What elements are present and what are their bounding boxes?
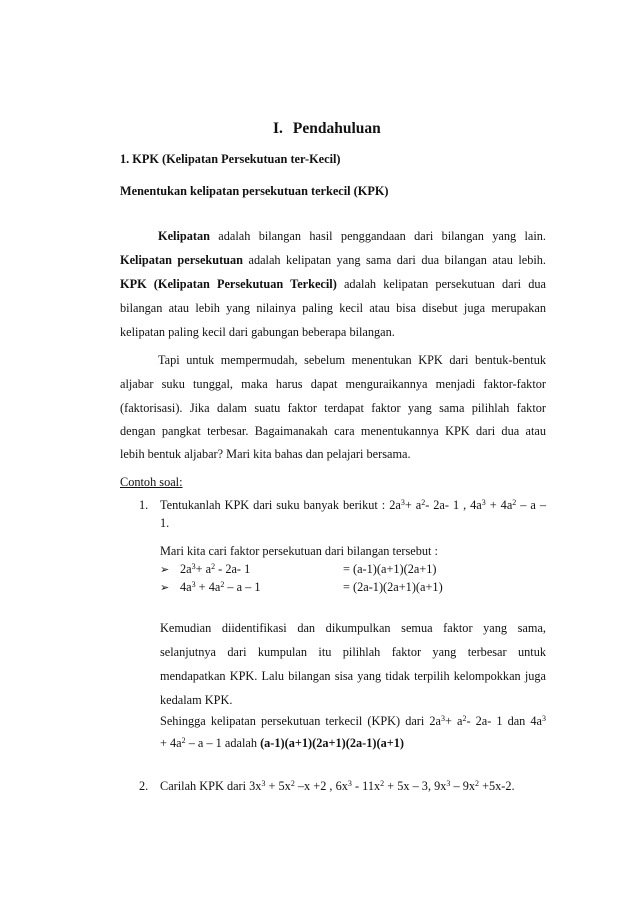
- para1-line1: [158, 229, 546, 244]
- b1-c: - 2a- 1: [215, 562, 251, 576]
- b1-b: + a: [195, 562, 212, 576]
- q2-text: [160, 779, 515, 794]
- q1-number: 1.: [139, 498, 149, 512]
- c1a: Sehingga kelipatan persekutuan terkecil (KPK) dari 2a: [160, 714, 441, 728]
- para2-line1: Tapi untuk mempermudah, sebelum menentukan KPK dari bentuk-bentuk: [158, 353, 546, 367]
- section-heading: 1. KPK (Kelipatan Persekutuan ter-Kecil): [120, 152, 341, 166]
- c1b: + a: [445, 714, 463, 728]
- sup-3: 3: [347, 779, 352, 788]
- b2-b: + 4a: [195, 580, 221, 594]
- sup-3: 3: [542, 714, 546, 723]
- c2a: + 4a: [160, 736, 182, 750]
- para1-line4: bilangan atau lebih yang nilainya paling kecil atau bisa disebut juga merupakan: [120, 301, 546, 315]
- sup-2: 2: [380, 779, 385, 788]
- term-kelipatan-persekutuan: Kelipatan persekutuan: [120, 253, 244, 267]
- example-heading: Contoh soal:: [120, 475, 183, 489]
- q1-bullet-2-result: = (2a-1)(2a+1)(a+1): [343, 580, 443, 594]
- kpk-answer: (a-1)(a+1)(2a+1)(2a-1)(a+1): [260, 736, 405, 750]
- q1-intro: Mari kita cari faktor persekutuan dari bilangan tersebut :: [160, 544, 438, 558]
- arrow-bullet-icon: ➢: [160, 564, 170, 576]
- sup-3: 3: [481, 498, 486, 507]
- q1-bullet-1: [160, 562, 250, 577]
- sup-3: 3: [441, 714, 445, 723]
- sup-2: 2: [421, 498, 426, 507]
- subheading: Menentukan kelipatan persekutuan terkecil (KPK): [120, 184, 389, 198]
- c1c: - 2a- 1 dan 4a: [466, 714, 542, 728]
- q1-bullet-2: [160, 580, 261, 595]
- arrow-bullet-icon: ➢: [160, 582, 170, 594]
- b2-c: – a – 1: [224, 580, 261, 594]
- para2-line3: (faktorisasi). Jika dalam suatu faktor terdapat faktor yang sama pilihlah faktor: [120, 401, 546, 415]
- para2-line4: dengan pangkat terbesar. Bagaimanakah cara menentukannya KPK dari dua atau: [120, 424, 546, 438]
- q1-l1c: - 2a- 1 , 4a: [425, 498, 482, 512]
- q1-line1: [160, 498, 546, 513]
- sup-2: 2: [220, 580, 225, 589]
- c2b: – a – 1 adalah: [185, 736, 261, 750]
- title-number: I.: [273, 120, 283, 137]
- q1-expl-line3: mendapatkan KPK. Lalu bilangan sisa yang tidak terpilih kelompokkan juga: [160, 669, 546, 683]
- q1-l1d: + 4a: [485, 498, 513, 512]
- q2f: – 9x: [450, 779, 475, 793]
- para1-line3-text: adalah kelipatan persekutuan dari dua: [336, 277, 547, 291]
- q2c: –x +2 , 6x: [294, 779, 348, 793]
- q2e: + 5x – 3, 9x: [384, 779, 447, 793]
- para1-line3: [120, 277, 546, 292]
- q1-expl-line4: kedalam KPK.: [160, 693, 233, 707]
- q1-conclusion-line1: [160, 714, 546, 729]
- para2-line5: lebih bentuk aljabar? Mari kita bahas dan pelajari bersama.: [120, 447, 411, 461]
- q1-conclusion-line2: [160, 736, 404, 751]
- term-kpk: KPK (Kelipatan Persekutuan Terkecil): [120, 277, 337, 291]
- q1-bullet-1-result: = (a-1)(a+1)(2a+1): [343, 562, 437, 576]
- sup-2: 2: [512, 498, 517, 507]
- b2-a: 4a: [180, 580, 192, 594]
- q1-l1b: + a: [404, 498, 422, 512]
- q1-expl-line1: Kemudian diidentifikasi dan dikumpulkan semua faktor yang sama,: [160, 621, 546, 635]
- sup-3: 3: [400, 498, 405, 507]
- q2a: Carilah KPK dari 3x: [160, 779, 262, 793]
- term-kelipatan: Kelipatan: [158, 229, 210, 243]
- q1-l1a: Tentukanlah KPK dari suku banyak berikut : 2a: [160, 498, 401, 512]
- title-text: Pendahuluan: [292, 120, 381, 137]
- q1-l1e: – a –: [516, 498, 546, 512]
- sup-2: 2: [211, 562, 216, 571]
- sup-2: 2: [475, 779, 479, 788]
- sup-3: 3: [261, 779, 266, 788]
- q2b: + 5x: [265, 779, 291, 793]
- sup-3: 3: [191, 562, 196, 571]
- q1-line2: 1.: [160, 516, 170, 530]
- para1-line2-text: adalah kelipatan yang sama dari dua bilangan atau lebih.: [243, 253, 546, 267]
- sup-2: 2: [181, 736, 186, 745]
- para1-line5: kelipatan paling kecil dari gabungan beberapa bilangan.: [120, 325, 395, 339]
- b1-a: 2a: [180, 562, 192, 576]
- sup-3: 3: [446, 779, 451, 788]
- para1-line1-text: adalah bilangan hasil penggandaan dari bilangan yang lain.: [209, 229, 546, 243]
- page-title: [273, 120, 381, 138]
- para1-line2: [120, 253, 546, 268]
- q1-expl-line2: selanjutnya dari kumpulan itu pilihlah faktor yang terbesar untuk: [160, 645, 546, 659]
- sup-3: 3: [191, 580, 196, 589]
- para2-line2: aljabar suku tunggal, maka harus dapat menguraikannya menjadi faktor-faktor: [120, 377, 546, 391]
- q2g: +5x-2.: [479, 779, 515, 793]
- q2d: - 11x: [351, 779, 381, 793]
- sup-2: 2: [290, 779, 295, 788]
- q2-number: 2.: [139, 779, 149, 793]
- sup-2: 2: [462, 714, 467, 723]
